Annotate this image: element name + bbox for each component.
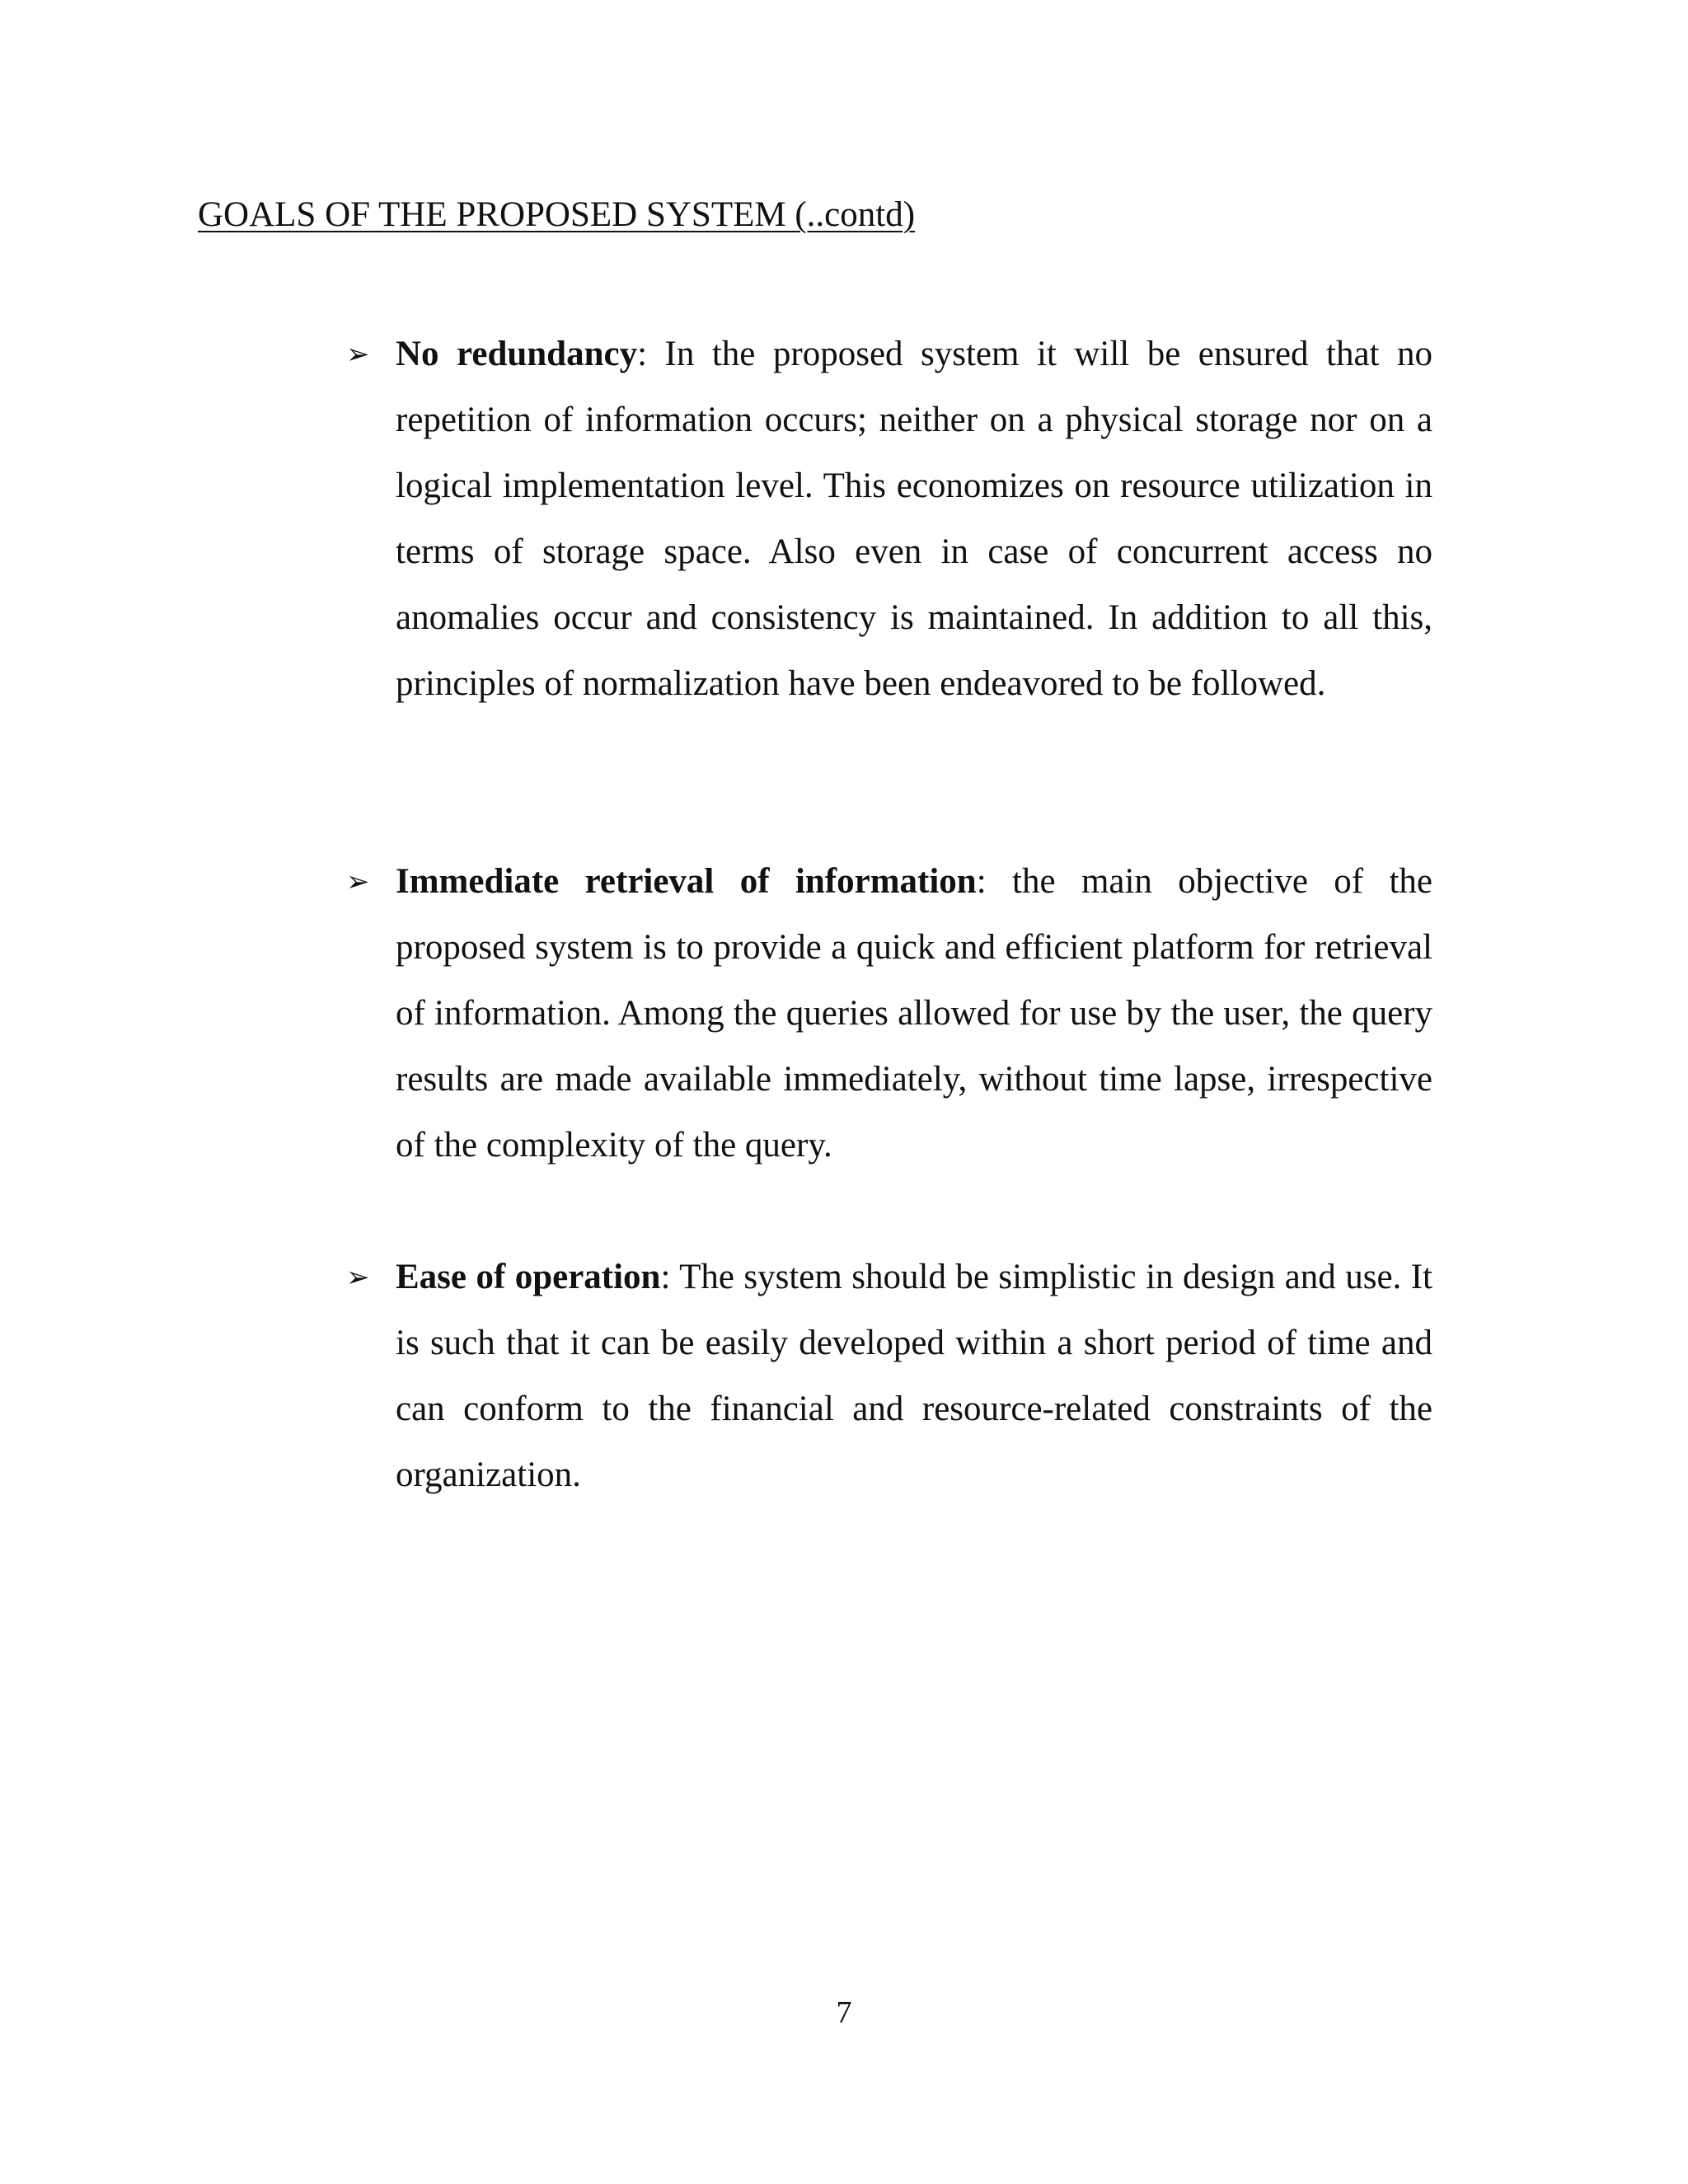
goal-text (396, 1244, 1432, 1508)
goal-term: No redundancy (396, 335, 638, 373)
goal-description: : In the proposed system it will be ensured that no repetition of information occurs; neither on a physical storage nor on a logical implementation level. This economizes on resource utilization in terms of storage space. Also even in case of concurrent access no anomalies occur and consistency is maintained. In addition to all this, principles of normalization have been endeavored to be followed. (396, 335, 1432, 703)
goal-item-no-redundancy (340, 321, 1432, 717)
goal-description: : the main objective of the proposed system is to provide a quick and efficient platform for retrieval of information. Among the queries allowed for use by the user, the query results are made available immediately, without time lapse, irrespective of the complexity of the query. (396, 862, 1432, 1165)
goal-description: : The system should be simplistic in design and use. It is such that it can be easily developed within a short period of time and can conform to the financial and resource-related constraints of the organization. (396, 1258, 1432, 1494)
arrow-bullet-icon: ➢ (346, 338, 370, 371)
goal-item-immediate-retrieval (340, 849, 1432, 1179)
goal-text (396, 849, 1432, 1179)
goal-term: Immediate retrieval of information (396, 862, 977, 901)
goal-term: Ease of operation (396, 1258, 661, 1296)
arrow-bullet-icon: ➢ (346, 865, 370, 898)
page-number: 7 (836, 1995, 852, 2030)
goal-text (396, 321, 1432, 717)
goal-item-ease-of-operation (340, 1244, 1432, 1508)
page-heading: GOALS OF THE PROPOSED SYSTEM (..contd) (198, 195, 916, 234)
arrow-bullet-icon: ➢ (346, 1261, 370, 1294)
